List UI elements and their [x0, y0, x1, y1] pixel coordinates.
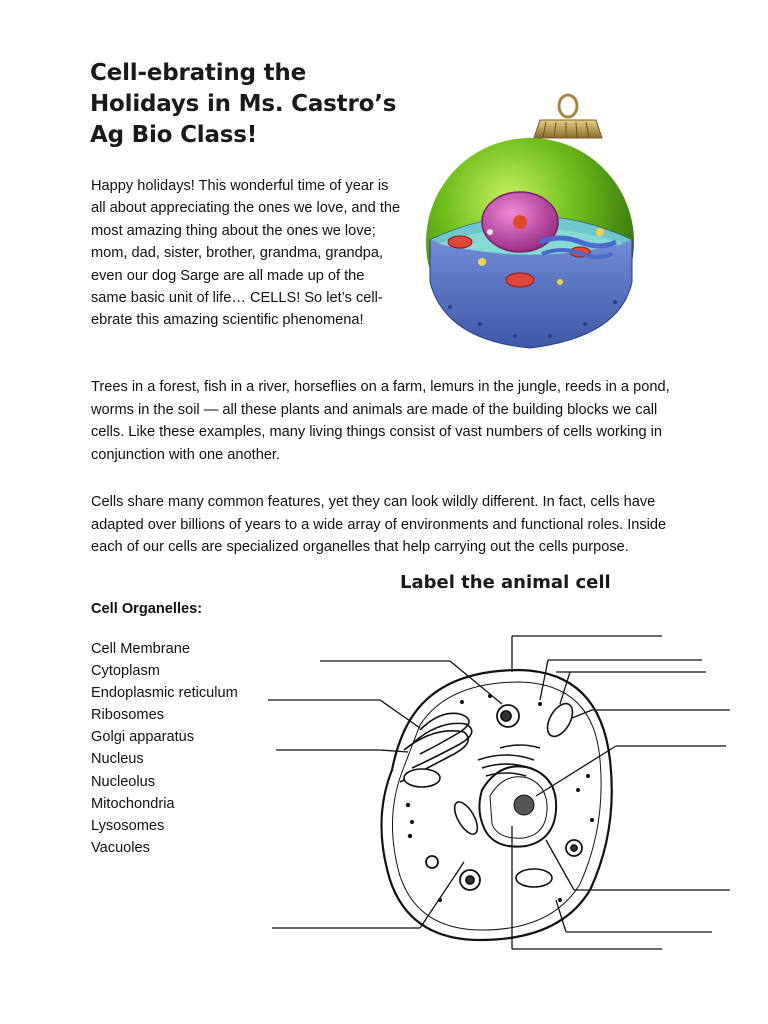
list-item: Endoplasmic reticulum: [91, 685, 238, 702]
page-title: Cell-ebrating the Holidays in Ms. Castro’s Ag Bio Class!: [90, 60, 397, 148]
list-item: Nucleus: [91, 751, 144, 768]
animal-cell-diagram: [0, 600, 768, 980]
list-item: Golgi apparatus: [91, 729, 195, 746]
nucleolus-drawing: [514, 795, 534, 815]
cell-membrane-outline: [381, 670, 611, 940]
list-item: Cell Membrane: [91, 641, 190, 657]
list-item: Lysosomes: [91, 817, 165, 834]
organelles-heading: Cell Organelles:: [91, 601, 203, 617]
list-item: Cytoplasm: [91, 663, 160, 680]
list-item: Mitochondria: [91, 795, 175, 812]
diagram-heading: Label the animal cell: [400, 572, 611, 593]
list-item: Ribosomes: [91, 707, 164, 724]
intro-paragraph: Happy holidays! This wonderful time of year is all about appreciating the ones we love, and the most amazing thing about the ones we love; mom, dad, sister, brother, grandma, grandpa, even our dog Sarge are all made up of the same basic unit of life… CELLS! So let’s cell-ebrate this amazing scientific phenomena!: [91, 178, 401, 329]
cell-ornament-image: [420, 92, 640, 362]
list-item: Nucleolus: [91, 773, 156, 790]
list-item: Vacuoles: [91, 839, 150, 856]
paragraph-cells-in-nature: Trees in a forest, fish in a river, horseflies on a farm, lemurs in the jungle, reeds in a pond, worms in the soil — all these plants and animals are made of the building blocks we call cells. Like these examples, many living things consist of vast numbers of cells working in conjunction with one another.: [91, 379, 670, 463]
paragraph-cell-features: Cells share many common features, yet they can look wildly different. In fact, cells have adapted over billions of years to a wide array of environments and functional roles. Inside each of our cells are specialized organelles that help carrying out the cells purpose.: [91, 494, 667, 556]
